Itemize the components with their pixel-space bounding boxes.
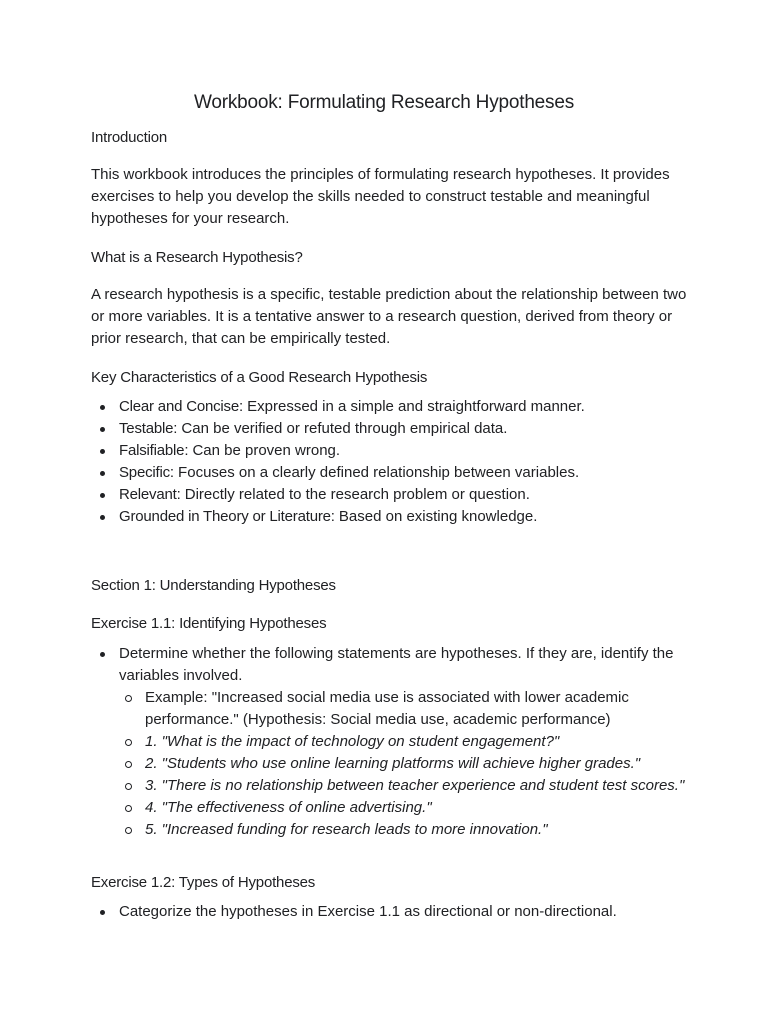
bullet-icon	[100, 910, 105, 915]
statement: 3. "There is no relationship between teacher experience and student test scores."	[145, 777, 685, 794]
list-item	[91, 440, 691, 462]
characteristic-term: Relevant:	[119, 486, 181, 503]
characteristic-desc: Directly related to the research problem or question.	[180, 486, 530, 503]
exercise-1-2-list	[91, 901, 691, 923]
hollow-bullet-icon	[125, 805, 132, 812]
exercise-instruction: Categorize the hypotheses in Exercise 1.1 as directional or non-directional.	[119, 903, 617, 920]
what-is-hypothesis-paragraph: A research hypothesis is a specific, testable prediction about the relationship between two or more variables. It is a tentative answer to a research question, derived from theory or prior research, that can be empirically tested.	[91, 286, 687, 347]
list-item	[91, 462, 691, 484]
characteristic-term: Grounded in Theory or Literature:	[119, 508, 335, 525]
characteristics-heading: Key Characteristics of a Good Research Hypothesis	[91, 369, 428, 386]
hollow-bullet-icon	[125, 827, 132, 834]
exercise-instruction: Determine whether the following statements are hypotheses. If they are, identify the variables involved.	[119, 645, 674, 684]
list-item	[91, 396, 691, 418]
list-item	[91, 901, 691, 923]
statement: 5. "Increased funding for research leads to more innovation."	[145, 821, 548, 838]
characteristic-desc: Focuses on a clearly defined relationship between variables.	[173, 464, 580, 481]
list-item	[119, 797, 691, 819]
hollow-bullet-icon	[125, 695, 132, 702]
exercise-1-2-heading: Exercise 1.2: Types of Hypotheses	[91, 874, 316, 891]
exercise-1-1-heading: Exercise 1.1: Identifying Hypotheses	[91, 615, 327, 632]
hollow-bullet-icon	[125, 761, 132, 768]
introduction-heading: Introduction	[91, 129, 167, 146]
bullet-icon	[100, 471, 105, 476]
exercise-statements-list	[119, 687, 691, 841]
list-item	[91, 484, 691, 506]
characteristic-desc: Can be verified or refuted through empirical data.	[177, 420, 508, 437]
section-1-heading: Section 1: Understanding Hypotheses	[91, 577, 336, 594]
bullet-icon	[100, 449, 105, 454]
characteristic-term: Clear and Concise:	[119, 398, 243, 415]
list-item	[91, 418, 691, 440]
exercise-1-1-list	[91, 643, 691, 841]
list-item	[91, 643, 691, 841]
list-item	[119, 731, 691, 753]
bullet-icon	[100, 405, 105, 410]
characteristic-desc: Based on existing knowledge.	[334, 508, 538, 525]
bullet-icon	[100, 652, 105, 657]
example-statement: Example: "Increased social media use is associated with lower academic performance." (Hypothesis: Social media use, academic performance)	[145, 689, 629, 728]
bullet-icon	[100, 427, 105, 432]
list-item	[119, 687, 691, 731]
characteristic-term: Falsifiable:	[119, 442, 189, 459]
statement: 1. "What is the impact of technology on student engagement?"	[145, 733, 560, 750]
list-item	[119, 819, 691, 841]
bullet-icon	[100, 493, 105, 498]
bullet-icon	[100, 515, 105, 520]
characteristic-term: Testable:	[119, 420, 178, 437]
document-title: Workbook: Formulating Research Hypotheses	[193, 92, 575, 113]
list-item	[91, 506, 691, 528]
hollow-bullet-icon	[125, 783, 132, 790]
characteristics-list	[91, 396, 691, 528]
what-is-hypothesis-heading: What is a Research Hypothesis?	[91, 249, 303, 266]
list-item	[119, 753, 691, 775]
hollow-bullet-icon	[125, 739, 132, 746]
introduction-paragraph: This workbook introduces the principles of formulating research hypotheses. It provides exercises to help you develop the skills needed to construct testable and meaningful hypotheses for your research.	[91, 166, 670, 227]
characteristic-term: Specific:	[119, 464, 174, 481]
list-item	[119, 775, 691, 797]
characteristic-desc: Can be proven wrong.	[188, 442, 341, 459]
statement: 4. "The effectiveness of online advertising."	[145, 799, 432, 816]
characteristic-desc: Expressed in a simple and straightforward manner.	[242, 398, 585, 415]
statement: 2. "Students who use online learning platforms will achieve higher grades."	[145, 755, 641, 772]
